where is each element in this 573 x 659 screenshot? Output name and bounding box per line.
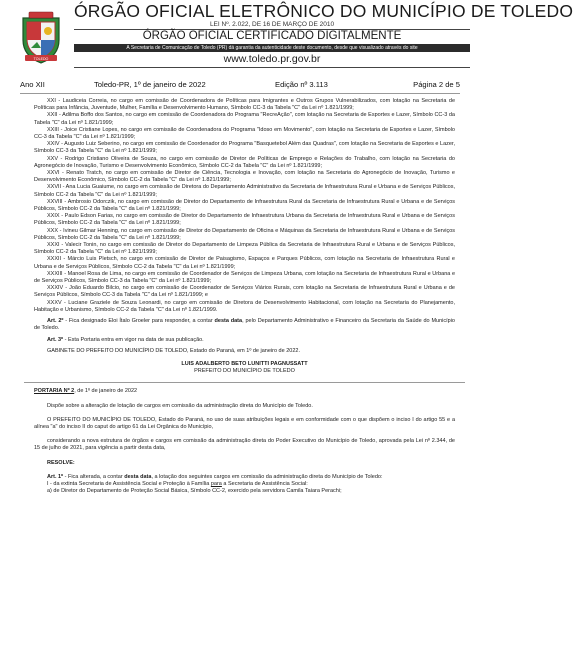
website-link[interactable]: www.toledo.pr.gov.br <box>223 53 321 65</box>
header-divider-bottom <box>74 67 470 68</box>
gazette-law-reference: LEI Nº. 2.022, DE 16 DE MARÇO DE 2010 <box>209 21 335 28</box>
edition-info-bar <box>20 80 460 92</box>
list-item: XXXIII - Manoel Rosa de Lima, no cargo em comissão de Coordenador de Serviços de Limpeza Urbana, com lotação na Secretaria de Infraestrutura Rural e Urbana e de Serviços Públicos, Símbolo CC-3 da Tabela "C" da Lei nº 1.821/1999; <box>34 270 455 285</box>
list-item: XXVI - Renato Tratch, no cargo em comissão de Diretor de Ciência, Tecnologia e Inovação, com lotação na Secretaria do Agronegócio de Inovação, Turismo e Desenvolvimento Econômico, Símbolo CC-2 da Tabela "C" da Lei nº 1.821/1999; <box>34 170 455 184</box>
portaria-2-considerando: considerando a nova estrutura de órgãos e cargos em comissão da administração direta do Poder Executivo do Município de Toledo, aprovada pela Lei nº 2.344, de 15 de julho de 2021, para vigência a partir desta data, <box>34 438 455 452</box>
article-3-label: Art. 3º <box>47 336 64 343</box>
svg-text:TOLEDO: TOLEDO <box>33 57 49 61</box>
list-item: XXVIII - Ambrosio Odorczik, no cargo em comissão de Diretor do Departamento de Infraestrutura Rural da Secretaria de Infraestrutura Rural e Urbana e de Serviços Públicos, Símbolo CC-2 da Tabela "C" da Lei nº 1.821/1999; <box>34 198 455 213</box>
appointment-list <box>34 98 455 314</box>
article-2-text-a: - Fica designado Eloi Ítalo Groeler para responder, a contar <box>63 318 215 325</box>
edition-year: Ano XII <box>20 80 45 89</box>
list-item: XXI - Laudiceia Correia, no cargo em comissão de Coordenadora de Políticas para Imigrantes e Outros Grupos Vulnerabilizados, com lotação na Secretaria de Políticas para Infância, Juventude, Mulher, Família e Desenvolvimento Humano, Símbolo CC-3 da Tabela "C" da Lei nº 1.821/1999; <box>34 98 455 112</box>
list-item: XXX - Ivineu Gilmar Henning, no cargo em comissão de Diretor do Departamento de Oficina e Máquinas da Secretaria de Infraestrutura Rural e Urbana e de Serviços Públicos, Símbolo CC-2 da Tabela "C" da Lei nº 1.821/1999; <box>34 227 455 241</box>
list-item: XXIII - Joice Cristiane Lopes, no cargo em comissão de Coordenadora do Programa "Idoso em Movimento", com lotação na Secretaria de Esportes e Lazer, Símbolo CC-3 da Tabela "C" da Lei nº 1.821/1999; <box>34 126 455 141</box>
portaria-2-preamble: O PREFEITO DO MUNICÍPIO DE TOLEDO, Estado do Paraná, no uso de suas atribuições legais e em conformidade com o que dispõem o inciso I do artigo 55 e a alínea "a" do inciso II do caput do artigo 61 da Lei Orgânica do Município, <box>34 416 455 430</box>
gazette-header <box>0 0 573 74</box>
list-item: XXXII - Márcio Luis Pletsch, no cargo em comissão de Diretor de Paisagismo, Espaços e Parques Públicos, com lotação na Secretaria de Infraestrutura Rural e Urbana e de Serviços Públicos, Símbolo CC-2 da Tabela "C" da Lei nº 1.821/1999; <box>34 256 455 270</box>
portaria-2-article-1-text-a: - Fica alterada, a contar <box>63 473 125 480</box>
list-item: XXIV - Augusto Luiz Seberino, no cargo em comissão de Coordenador do Programa "Basquetebol Além das Quadras", com lotação na Secretaria de Esportes e Lazer, Símbolo CC-3 da Tabela "C" da Lei nº 1.821/1999; <box>34 141 455 155</box>
inciso-1-underlined: para <box>210 480 222 487</box>
portaria-2-resolve <box>34 460 455 467</box>
portaria-2-ementa: Dispõe sobre a alteração de lotação de cargos em comissão da administração direta do Município de Toledo. <box>47 402 313 409</box>
portaria-2-label: PORTARIA Nº 2 <box>34 388 75 395</box>
section-divider <box>24 382 465 383</box>
resolve-label: RESOLVE: <box>47 459 75 466</box>
list-item: XXIX - Paulo Edson Farias, no cargo em comissão de Diretor do Departamento de Infraestrutura Urbana da Secretaria de Infraestrutura Rural e Urbana e de Serviços Públicos, Símbolo CC-2 da Tabela "C" da Lei nº 1.821/1999; <box>34 213 455 227</box>
article-2-emphasis: desta data <box>214 318 243 325</box>
document-body <box>34 98 455 646</box>
signatory-name: LUIS ADALBERTO BETO LUNITTI PAGNUSSATT <box>181 360 308 367</box>
edition-divider <box>20 93 460 94</box>
toledo-coat-of-arms-logo <box>19 10 63 66</box>
gabinete-closing: GABINETE DO PREFEITO DO MUNICÍPIO DE TOLEDO, Estado do Paraná, em 1º de janeiro de 2022. <box>47 347 300 354</box>
list-item: XXII - Adilma Boffo dos Santos, no cargo em comissão de Coordenadora do Programa "RecreAção", com lotação na Secretaria de Esportes e Lazer, Símbolo CC-3 da Tabela "C" da Lei nº 1.821/1999; <box>34 112 455 126</box>
certified-label: ÓRGÃO OFICIAL CERTIFICADO DIGITALMENTE <box>142 30 402 42</box>
edition-number: Edição nº 3.113 <box>275 80 328 89</box>
article-2-text-b: , pelo Departamento Administrativo e Financeiro da Secretaria da Saúde do Município de Toledo. <box>34 318 455 332</box>
edition-place-date: Toledo-PR, 1º de janeiro de 2022 <box>94 80 206 89</box>
article-2-label: Art. 2º <box>47 318 64 325</box>
portaria-2-date: , de 1º de janeiro de 2022 <box>74 388 138 395</box>
gazette-title: ÓRGÃO OFICIAL ELETRÔNICO DO MUNICÍPIO DE TOLEDO <box>74 1 573 21</box>
list-item: XXXI - Valecir Tonin, no cargo em comissão de Diretor do Departamento de Limpeza Pública da Secretaria de Infraestrutura Rural e Urbana e de Serviços Públicos, Símbolo CC-2 da Tabela "C" da Lei nº 1.821/1999; <box>34 242 455 256</box>
list-item: XXV - Rodrigo Cristiano Oliveira de Souza, no cargo em comissão de Diretor de Políticas de Emprego e Relações do Trabalho, com lotação na Secretaria do Agronegócio de Inovação, Turismo e Desenvolvimento Econômico, Símbolo CC-2 da Tabela "C" da Lei nº 1.821/1999; <box>34 155 455 169</box>
list-item: XXXIV - João Eduardo Bilcio, no cargo em comissão de Coordenador de Serviços Viários Rurais, com lotação na Secretaria de Infraestrutura Rural e Urbana e de Serviços Públicos, Símbolo CC-3 da Tabela "C" da Lei nº 1.821/1999; e <box>34 285 455 299</box>
signature-block <box>34 361 455 375</box>
inciso-1-text-b: a Secretaria de Assistência Social: <box>221 480 308 487</box>
article-3 <box>34 337 455 344</box>
portaria-2-article-1 <box>34 474 455 481</box>
portaria-2-article-1-emphasis: desta data <box>124 473 152 480</box>
inciso-1-text-a: I - da extinta Secretaria de Assistência Social e Proteção à Família <box>47 480 211 487</box>
portaria-2-article-1-label: Art. 1º <box>47 473 64 480</box>
authenticity-notice: A Secretaria de Comunicação de Toledo (PR) dá garantia da autenticidade deste documento, desde que visualizado através do site <box>74 44 470 52</box>
signatory-title: PREFEITO DO MUNICÍPIO DE TOLEDO <box>194 368 295 375</box>
portaria-2-inciso-1 <box>34 481 455 488</box>
article-3-text: - Esta Portaria entra em vigor na data de sua publicação. <box>63 336 204 343</box>
list-item: XXVII - Ana Lucia Guaiume, no cargo em comissão de Diretora do Departamento Administrativo da Secretaria de Infraestrutura Rural e Urbana e de Serviços Públicos, Símbolo CC-2 da Tabela "C" da Lei nº 1.821/1999; <box>34 184 455 198</box>
portaria-2-article-1-text-b: , a lotação dos seguintes cargos em comissão da administração direta do Município de Toledo: <box>151 473 383 480</box>
page-indicator: Página 2 de 5 <box>413 80 460 89</box>
portaria-2-heading <box>34 388 455 395</box>
portaria-2-alinea-a: a) de Diretor do Departamento de Proteção Social Básica, Símbolo CC-2, exercido pela servidora Camila Taiara Perachi; <box>47 488 342 495</box>
article-2 <box>34 318 455 332</box>
list-item: XXXV - Luciane Graziele de Souza Leonardi, no cargo em comissão de Diretora de Desenvolvimento Habitacional, com lotação na Secretaria do Planejamento, Habitação e Urbanismo, Símbolo CC-2 da Tabela "C" da Lei nº 1.821/1999. <box>34 299 455 313</box>
